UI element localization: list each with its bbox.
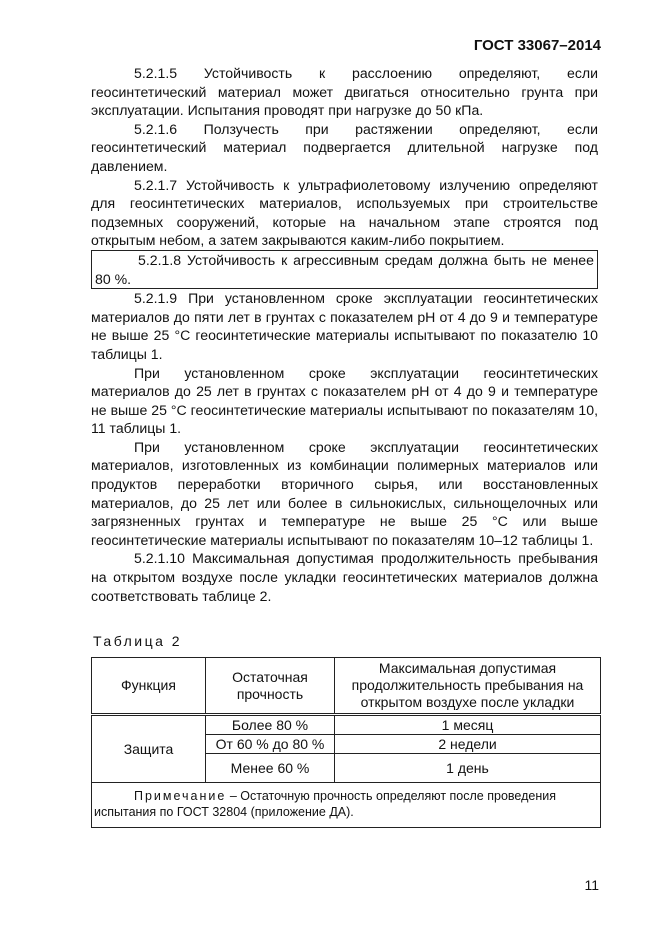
table-note xyxy=(92,783,601,828)
header-strength: Остаточная прочность xyxy=(206,658,335,715)
cell-strength: Менее 60 % xyxy=(206,754,335,783)
note-text: – Остаточную прочность определяют после проведения испытания по ГОСТ 32804 (приложение ДА). xyxy=(94,789,556,819)
cell-strength: От 60 % до 80 % xyxy=(206,735,335,754)
table-note-row xyxy=(92,783,601,828)
header-duration: Максимальная допустимая продолжительность пребывания на открытом воздухе после укладки xyxy=(335,658,601,715)
header-function: Функция xyxy=(92,658,206,715)
table-2 xyxy=(91,657,601,828)
paragraph-5-2-1-7: 5.2.1.7 Устойчивость к ультрафиолетовому излучению определяют для геосинтетических материалов, используемых при строительстве подземных сооружений, которые на начальном этапе строятся под открытым небом, а затем закрываются каким-либо покрытием. xyxy=(91,176,598,249)
cell-function: Защита xyxy=(92,715,206,783)
paragraph-5-2-1-5: 5.2.1.5 Устойчивость к расслоению определяют, если геосинтетический материал может двигаться относительно грунта при эксплуатации. Испытания проводят при нагрузке до 50 кПа. xyxy=(91,65,598,119)
paragraph-combined-materials: При установленном сроке эксплуатации геосинтетических материалов, изготовленных из комбинации полимерных материалов или продуктов переработки вторичного сырья, или восстановленных материалов, до 25 лет или более в сильнокислых, сильнощелочных или загрязненных грунтах и температуре не выше 25 °С или выше геосинтетические материалы испытывают по показателям 10–12 таблицы 1. xyxy=(91,438,598,548)
paragraph-5-2-1-6: 5.2.1.6 Ползучесть при растяжении определяют, если геосинтетический материал подвергается длительной нагрузке под давлением. xyxy=(91,120,598,174)
table-header-row xyxy=(92,658,601,715)
table-caption: Таблица 2 xyxy=(93,633,183,649)
page-number: 11 xyxy=(584,877,599,893)
cell-duration: 1 день xyxy=(335,754,601,783)
note-label: Примечание xyxy=(134,789,227,803)
cell-duration: 1 месяц xyxy=(335,715,601,735)
paragraph-25-years: При установленном сроке эксплуатации геосинтетических материалов до 25 лет в грунтах с показателем рН от 4 до 9 и температуре не выше 25 °С геосинтетические материалы испытывают по показателям 10, 11 таблицы 1. xyxy=(91,364,598,437)
paragraph-5-2-1-10: 5.2.1.10 Максимальная допустимая продолжительность пребывания на открытом воздухе после укладки геосинтетических материалов должна соответствовать таблице 2. xyxy=(91,550,598,604)
cell-strength: Более 80 % xyxy=(206,715,335,735)
cell-duration: 2 недели xyxy=(335,735,601,754)
body-text xyxy=(91,64,598,605)
table-row xyxy=(92,715,601,735)
paragraph-5-2-1-9: 5.2.1.9 При установленном сроке эксплуатации геосинтетических материалов до пяти лет в грунтах с показателем рН от 4 до 9 и температуре не выше 25 °С геосинтетические материалы испытывают по показателю 10 таблицы 1. xyxy=(91,290,598,362)
paragraph-5-2-1-8: 5.2.1.8 Устойчивость к агрессивным средам должна быть не менее 80 %. xyxy=(91,250,598,289)
standard-header: ГОСТ 33067–2014 xyxy=(473,37,601,54)
